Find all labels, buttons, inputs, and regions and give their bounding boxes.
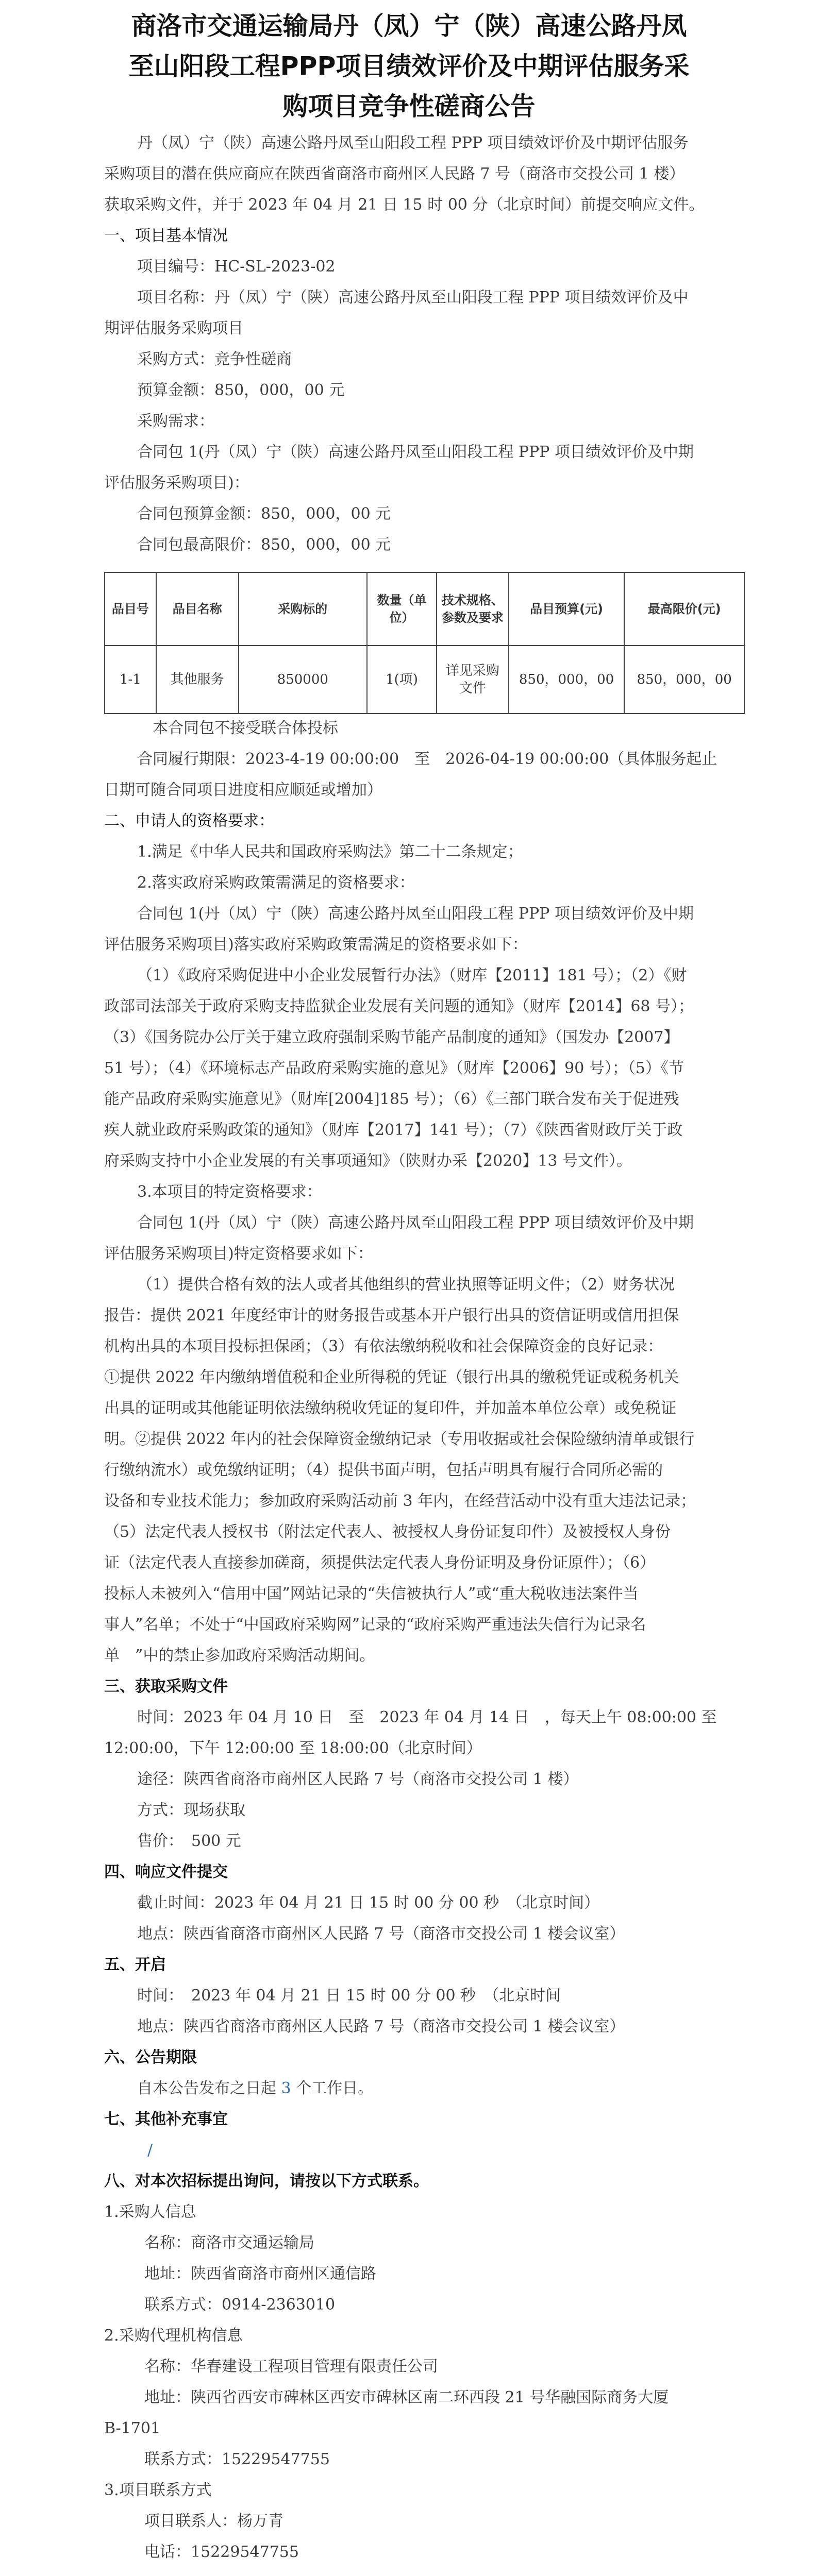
buyer-phone: 联系方式：0914-2363010 [144, 2296, 336, 2314]
package-description: 评估服务采购项目)： [104, 474, 249, 492]
acquisition-method: 方式：现场获取 [137, 1801, 245, 1819]
specific-requirement-text: 机构出具的本项目投标担保函；（3）有依法缴纳税收和社会保障资金的良好记录： [104, 1337, 663, 1355]
table-header: 品目号 [105, 572, 156, 646]
acquisition-time: 时间：2023 年 04 月 10 日 至 2023 年 04 月 14 日 ，每天上午 08:00:00 至 [137, 1708, 717, 1726]
title-line: 至山阳段工程PPP项目绩效评价及中期评估服务采 [128, 52, 690, 81]
requirement-item: 2.落实政府采购政策需满足的资格要求： [137, 874, 415, 892]
agent-address: B-1701 [104, 2419, 161, 2437]
contact-person: 项目联系人：杨万青 [144, 2512, 283, 2530]
policy-text: 府采购支持中小企业发展的有关事项通知》（陕财办采【2020】13 号文件）。 [104, 1152, 632, 1170]
policy-text: 疾人就业政府采购政策的通知》（财库【2017】141 号）；（7）《陕西省财政厅关于政 [104, 1121, 683, 1139]
table-cell: 850000 [239, 646, 368, 714]
notice-period-text: 自本公告发布之日起 [137, 2079, 276, 2097]
contact-subheading: 1.采购人信息 [104, 2203, 196, 2221]
table-header: 采购标的 [239, 572, 368, 646]
specific-requirement-text: 明。②提供 2022 年内的社会保障资金缴纳记录（专用收据或社会保险缴纳清单或银行 [104, 1430, 695, 1448]
specific-requirement-text: 设备和专业技术能力；参加政府采购活动前 3 年内，在经营活动中没有重大违法记录； [104, 1492, 696, 1510]
project-name: 期评估服务采购项目 [104, 319, 243, 337]
agent-phone: 联系方式：15229547755 [144, 2450, 330, 2468]
policy-text: 51 号）；（4）《环境标志产品政府采购实施的意见》（财库【2006】90 号）；（5）《节 [104, 1059, 684, 1077]
contact-phone: 电话：15229547755 [144, 2543, 299, 2561]
table-header: 最高限价(元) [624, 572, 744, 646]
section-heading: 二、申请人的资格要求： [104, 812, 274, 830]
specific-requirement-text: 报告：提供 2021 年度经审计的财务报告或基本开户银行出具的资信证明或信用担保 [104, 1307, 679, 1325]
document-price: 售价： 500 元 [137, 1832, 241, 1850]
title-line: 商洛市交通运输局丹（凤）宁（陕）高速公路丹凤 [131, 11, 687, 41]
contract-period: 合同履行期限：2023-4-19 00:00:00 至 2026-04-19 00:00:00（具体服务起止 [137, 750, 717, 768]
table-cell: 1(项) [367, 646, 437, 714]
section-heading: 八、对本次招标提出询问，请按以下方式联系。 [104, 2172, 429, 2190]
table-row [105, 646, 744, 714]
buyer-name: 名称：商洛市交通运输局 [144, 2234, 314, 2252]
contact-subheading: 3.项目联系方式 [104, 2481, 212, 2499]
policy-text: 能产品政府采购实施意见》（财库[2004]185 号）；（6）《三部门联合发布关于促进残 [104, 1090, 679, 1108]
table-header-row [105, 572, 744, 646]
contact-subheading: 2.采购代理机构信息 [104, 2327, 243, 2345]
buyer-address: 地址：陕西省商洛市商州区通信路 [144, 2265, 376, 2283]
policy-text: 评估服务采购项目)落实政府采购政策需满足的资格要求如下： [104, 936, 528, 954]
specific-requirement-text: 合同包 1(丹（凤）宁（陕）高速公路丹凤至山阳段工程 PPP 项目绩效评价及中期 [137, 1214, 694, 1232]
intro-line: 获取采购文件，并于 2023 年 04 月 21 日 15 时 00 分（北京时间）前提交响应文件。 [104, 196, 705, 214]
submission-deadline: 截止时间：2023 年 04 月 21 日 15 时 00 分 00 秒 （北京时间） [137, 1894, 600, 1912]
table-header: 技术规格、参数及要求 [437, 572, 509, 646]
supplementary-text: / [147, 2141, 153, 2159]
requirement-item: 1.满足《中华人民共和国政府采购法》第二十二条规定； [137, 843, 523, 861]
table-cell: 1-1 [105, 646, 156, 714]
specific-requirement-text: （1）提供合格有效的法人或者其他组织的营业执照等证明文件；（2）财务状况 [137, 1276, 675, 1294]
section-heading: 七、其他补充事宜 [104, 2110, 228, 2128]
section-heading: 四、响应文件提交 [104, 1863, 228, 1881]
notice-period-text: 个工作日。 [296, 2079, 374, 2097]
procurement-demand: 采购需求： [137, 412, 214, 430]
specific-requirement-text: 出具的证明或其他能证明依法缴纳税收凭证的复印件，并加盖本单位公章）或免税证 [104, 1399, 676, 1417]
specific-requirement-text: 行缴纳流水）或免缴纳证明；（4）提供书面声明，包括声明具有履行合同所必需的 [104, 1461, 663, 1479]
project-name: 项目名称：丹（凤）宁（陕）高速公路丹凤至山阳段工程 PPP 项目绩效评价及中 [137, 289, 689, 307]
section-heading: 三、获取采购文件 [104, 1677, 228, 1696]
package-description: 合同包 1(丹（凤）宁（陕）高速公路丹凤至山阳段工程 PPP 项目绩效评价及中期 [137, 443, 694, 461]
submission-place: 地点：陕西省商洛市商州区人民路 7 号（商洛市交投公司 1 楼会议室） [137, 1925, 625, 1943]
notice-period-days: 3 [281, 2079, 291, 2097]
project-number: 项目编号：HC-SL-2023-02 [137, 258, 336, 276]
opening-place: 地点：陕西省商洛市商州区人民路 7 号（商洛市交投公司 1 楼会议室） [137, 2018, 625, 2036]
title-line: 购项目竞争性磋商公告 [282, 92, 536, 121]
page-title [88, 6, 730, 127]
specific-requirement-text: 证（法定代表人直接参加磋商，须提供法定代表人身份证明及身份证原件）；（6） [104, 1554, 656, 1572]
section-heading: 六、公告期限 [104, 2048, 197, 2066]
budget-amount: 预算金额：850，000，00 元 [137, 381, 345, 399]
policy-text: （3）《国务院办公厅关于建立政府强制采购节能产品制度的通知》（国发办【2007】 [104, 1028, 679, 1046]
package-budget: 合同包预算金额：850，000，00 元 [137, 505, 391, 523]
specific-requirement-text: 事人”名单；不处于“中国政府采购网”记录的“政府采购严重违法失信行为记录名 [104, 1616, 646, 1634]
agent-name: 名称：华春建设工程项目管理有限责任公司 [144, 2358, 438, 2376]
acquisition-place: 途径：陕西省商洛市商州区人民路 7 号（商洛市交投公司 1 楼） [137, 1770, 579, 1788]
specific-requirement-text: 单 ”中的禁止参加政府采购活动期间。 [104, 1647, 375, 1665]
procurement-method: 采购方式：竞争性磋商 [137, 350, 292, 368]
table-cell: 其他服务 [156, 646, 239, 714]
table-header: 品目预算(元) [509, 572, 625, 646]
specific-requirement-text: 评估服务采购项目)特定资格要求如下： [104, 1245, 373, 1263]
agent-address: 地址：陕西省西安市碑林区西安市碑林区南二环西段 21 号华融国际商务大厦 [144, 2388, 669, 2406]
section-heading: 一、项目基本情况 [104, 227, 228, 245]
table-header: 数量（单位） [367, 572, 437, 646]
contract-period: 日期可随合同项目进度相应顺延或增加） [104, 781, 382, 799]
requirement-item: 3.本项目的特定资格要求： [137, 1183, 322, 1201]
table-cell: 850，000，00 [509, 646, 625, 714]
specific-requirement-text: （5）法定代表人授权书（附法定代表人、被授权人身份证复印件）及被授权人身份 [104, 1523, 671, 1541]
policy-text: （1）《政府采购促进中小企业发展暂行办法》（财库【2011】181 号）；（2）《财 [137, 967, 687, 985]
table-header: 品目名称 [156, 572, 239, 646]
notice-period [137, 2078, 373, 2099]
intro-line: 采购项目的潜在供应商应在陕西省商洛市商州区人民路 7 号（商洛市交投公司 1 楼） [104, 165, 685, 183]
policy-text: 政部司法部关于政府采购支持监狱企业发展有关问题的通知》（财库【2014】68 号）； [104, 997, 694, 1015]
table-cell: 详见采购文件 [437, 646, 509, 714]
procurement-table [104, 572, 745, 714]
intro-line: 丹（凤）宁（陕）高速公路丹凤至山阳段工程 PPP 项目绩效评价及中期评估服务 [137, 134, 689, 152]
opening-time: 时间： 2023 年 04 月 21 日 15 时 00 分 00 秒 （北京时间 [137, 1987, 561, 2005]
table-cell: 850，000，00 [624, 646, 744, 714]
policy-text: 合同包 1(丹（凤）宁（陕）高速公路丹凤至山阳段工程 PPP 项目绩效评价及中期 [137, 905, 694, 923]
specific-requirement-text: ①提供 2022 年内缴纳增值税和企业所得税的凭证（银行出具的缴税凭证或税务机关 [104, 1368, 679, 1386]
package-max-price: 合同包最高限价：850，000，00 元 [137, 536, 391, 554]
consortium-note: 本合同包不接受联合体投标 [153, 719, 338, 737]
acquisition-time: 12:00:00，下午 12:00:00 至 18:00:00（北京时间） [104, 1739, 482, 1757]
specific-requirement-text: 投标人未被列入“信用中国”网站记录的“失信被执行人”或“重大税收违法案件当 [104, 1585, 639, 1603]
section-heading: 五、开启 [104, 1956, 166, 1974]
